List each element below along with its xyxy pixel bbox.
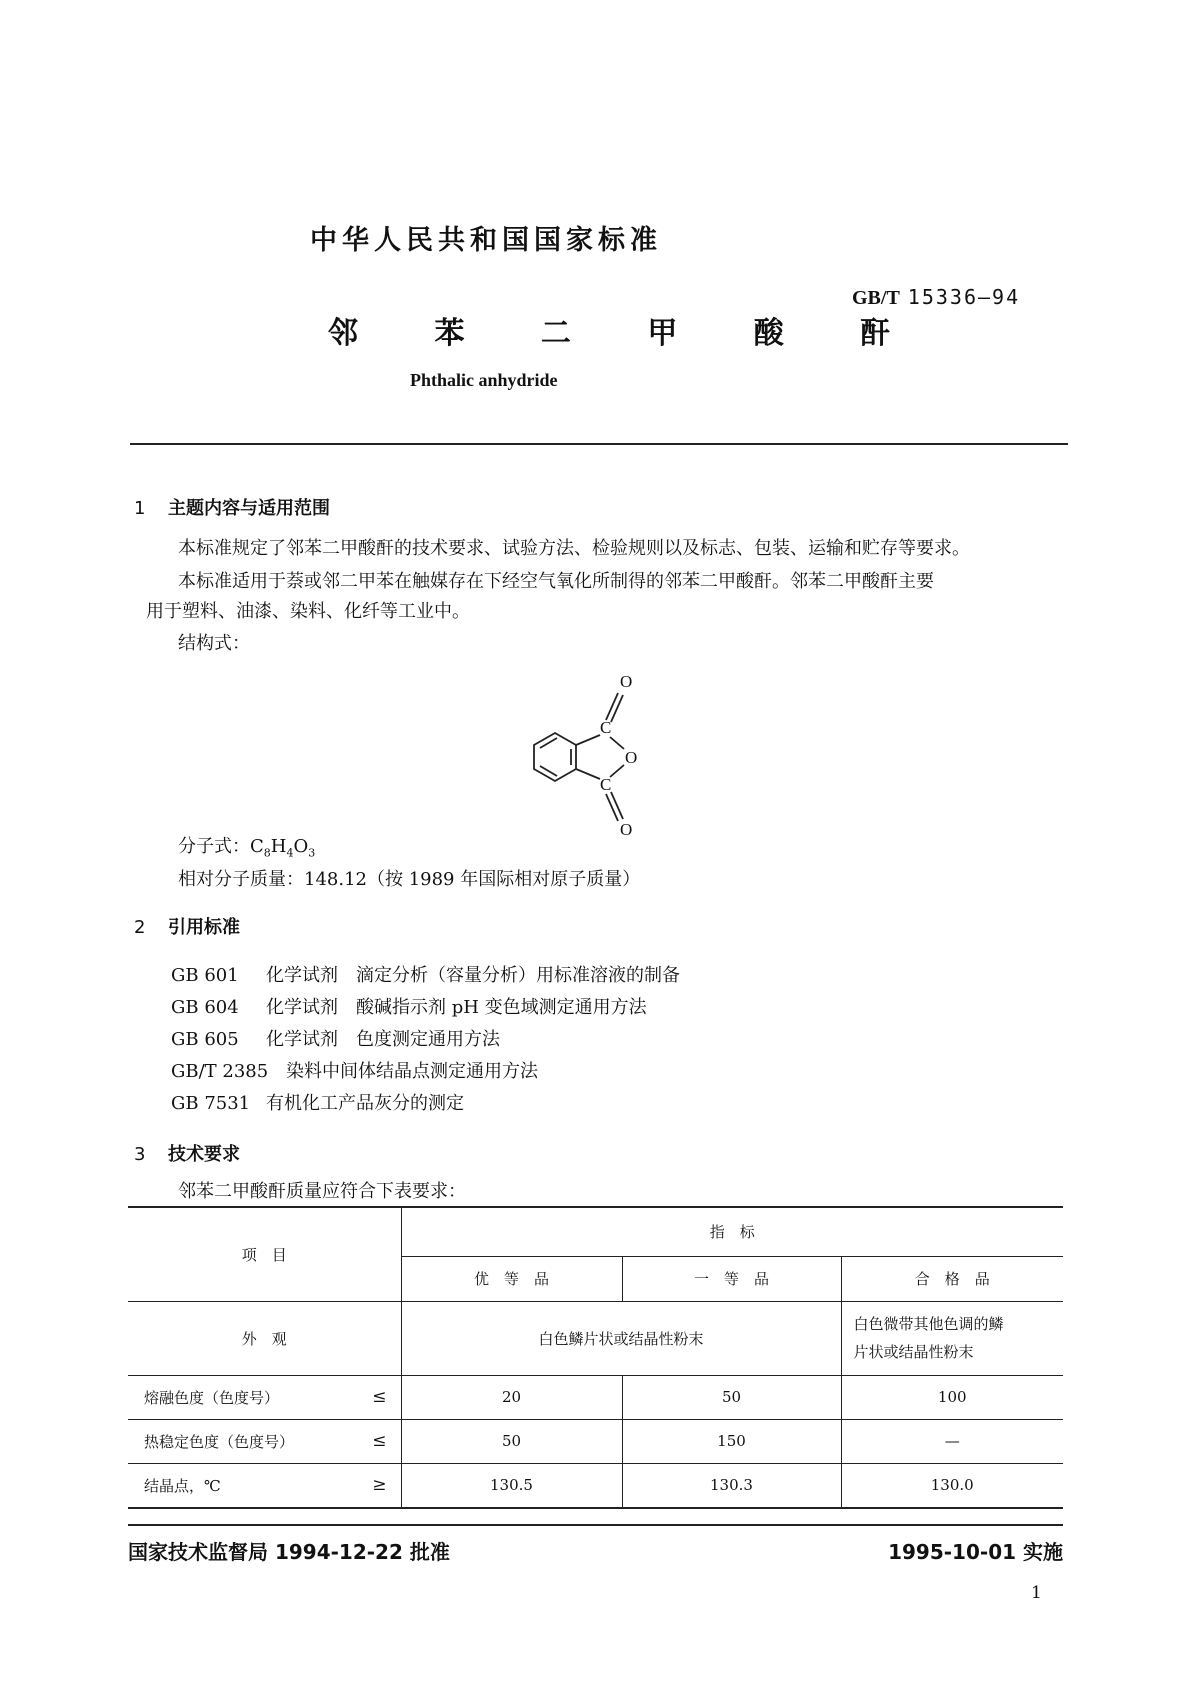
reference-item — [171, 1057, 538, 1083]
section-title: 技术要求 — [168, 1144, 240, 1165]
formula-label: 分子式： — [178, 836, 250, 857]
national-standard-title: 中华人民共和国国家标准 — [310, 225, 662, 256]
appearance-qualified-line-1: 白色微带其他色调的鳞 — [853, 1315, 1004, 1333]
reference-item — [171, 961, 680, 987]
reference-item — [171, 993, 647, 1019]
reference-code: GB 605 — [171, 1029, 239, 1050]
effective-date-line: 1995-10-01 实施 — [888, 1540, 1063, 1564]
table-row-label-melt-color — [128, 1375, 401, 1419]
row-label: 热稳定色度（色度号） — [144, 1432, 295, 1451]
section-3-intro: 邻苯二甲酸酐质量应符合下表要求： — [178, 1181, 466, 1202]
section-title: 引用标准 — [168, 917, 240, 938]
table-header-grade-premium: 优 等 品 — [401, 1256, 622, 1301]
atom-c-top: C — [600, 718, 612, 737]
table-cell-appearance-premium-first: 白色鳞片状或结晶性粉末 — [401, 1301, 841, 1375]
reference-item — [171, 1089, 464, 1115]
table-cell: 50 — [401, 1419, 622, 1463]
reference-text: 化学试剂 色度测定通用方法 — [266, 1029, 500, 1050]
table-cell: 130.5 — [401, 1463, 622, 1508]
reference-code: GB 7531 — [171, 1093, 251, 1114]
footer-divider — [128, 1524, 1063, 1526]
approval-line: 国家技术监督局 1994-12-22 批准 — [128, 1540, 450, 1564]
molecular-formula — [178, 833, 315, 868]
standard-number: 15336—94 — [907, 285, 1021, 309]
comparison-sign: ≤ — [372, 1386, 387, 1407]
header-divider — [130, 443, 1068, 445]
table-cell-appearance-qualified — [841, 1301, 1063, 1375]
table-cell: 100 — [841, 1375, 1063, 1419]
table-row-label-heat-stability-color — [128, 1419, 401, 1463]
section-number: 2 — [134, 917, 146, 938]
atom-c-bottom: C — [600, 775, 612, 794]
row-label: 熔融色度（色度号） — [144, 1388, 280, 1407]
table-cell: 150 — [622, 1419, 841, 1463]
table-cell: 130.0 — [841, 1463, 1063, 1508]
table-cell: 20 — [401, 1375, 622, 1419]
reference-item — [171, 1025, 500, 1051]
atom-o-ring: O — [625, 748, 638, 767]
table-cell: 50 — [622, 1375, 841, 1419]
quality-requirements-table — [128, 1206, 1063, 1509]
table-header-index: 指 标 — [401, 1207, 1063, 1256]
section-1-heading — [134, 494, 330, 520]
molecular-mass: 相对分子质量：148.12（按 1989 年国际相对原子质量） — [178, 869, 641, 890]
reference-text: 有机化工产品灰分的测定 — [266, 1093, 464, 1114]
section-1-para-2-line-1: 本标准适用于萘或邻二甲苯在触媒存在下经空气氧化所制得的邻苯二甲酸酐。邻苯二甲酸酐主要 — [178, 571, 934, 592]
document-title-cn: 邻 苯 二 甲 酸 酐 — [328, 316, 924, 351]
section-3-heading — [134, 1140, 240, 1166]
structure-label: 结构式： — [178, 633, 250, 654]
table-header-grade-qualified: 合 格 品 — [841, 1256, 1063, 1301]
table-cell: 130.3 — [622, 1463, 841, 1508]
table-row-label-appearance: 外 观 — [128, 1301, 401, 1375]
reference-text: 化学试剂 酸碱指示剂 pH 变色域测定通用方法 — [266, 997, 647, 1018]
reference-code: GB 601 — [171, 965, 239, 986]
standard-code — [852, 285, 1020, 310]
appearance-qualified-line-2: 片状或结晶性粉末 — [853, 1343, 974, 1361]
comparison-sign: ≥ — [372, 1474, 387, 1495]
standard-prefix: GB/T — [852, 287, 900, 309]
reference-text: 染料中间体结晶点测定通用方法 — [286, 1061, 538, 1082]
section-number: 3 — [134, 1144, 146, 1165]
section-1-para-2-line-2: 用于塑料、油漆、染料、化纤等工业中。 — [146, 601, 470, 622]
reference-text: 化学试剂 滴定分析（容量分析）用标准溶液的制备 — [266, 965, 680, 986]
row-label: 结晶点，℃ — [144, 1476, 221, 1495]
document-title-en: Phthalic anhydride — [410, 370, 558, 390]
table-header-item: 项 目 — [128, 1207, 401, 1301]
section-number: 1 — [134, 498, 146, 519]
table-cell: — — [841, 1419, 1063, 1463]
table-row-label-crystallization-point — [128, 1463, 401, 1508]
reference-code: GB/T 2385 — [171, 1061, 269, 1082]
reference-code: GB 604 — [171, 997, 239, 1018]
section-title: 主题内容与适用范围 — [168, 498, 330, 519]
section-1-para-1: 本标准规定了邻苯二甲酸酐的技术要求、试验方法、检验规则以及标志、包装、运输和贮存等要求。 — [178, 538, 970, 559]
phthalic-anhydride-structure-diagram — [520, 660, 660, 835]
atom-o-top: O — [620, 672, 633, 691]
comparison-sign: ≤ — [372, 1430, 387, 1451]
formula-value: $C_8H_4O_3$ — [250, 836, 316, 860]
page-number: 1 — [1031, 1583, 1042, 1603]
table-header-grade-first: 一 等 品 — [622, 1256, 841, 1301]
atom-o-bottom: O — [620, 820, 633, 835]
section-2-heading — [134, 913, 240, 939]
